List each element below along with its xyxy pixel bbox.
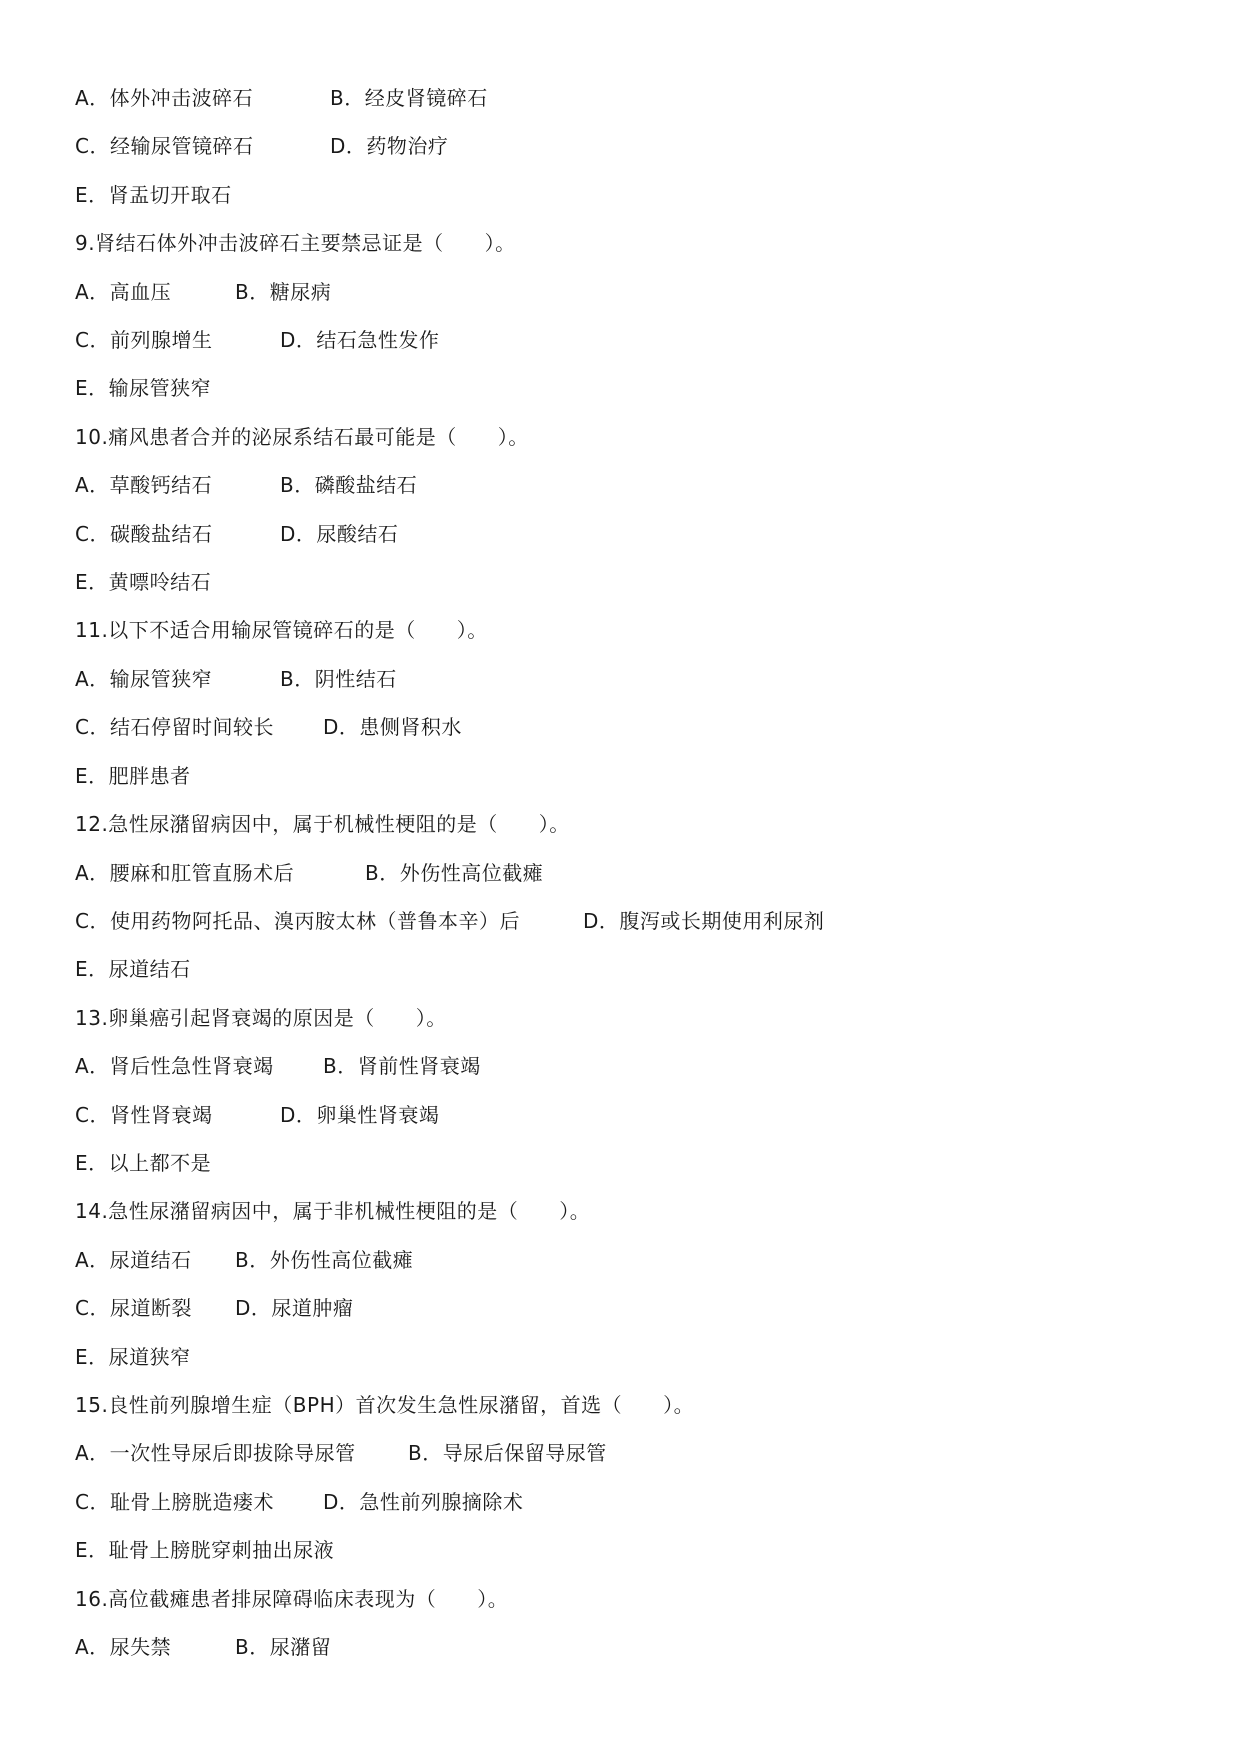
option-a: A．输尿管狭窄 [75,667,213,691]
option-a: A．高血压 [75,280,172,304]
option-a: A．肾后性急性肾衰竭 [75,1054,274,1078]
question-text: 14.急性尿潴留病因中，属于非机械性梗阻的是（ ）。 [75,1199,591,1223]
question-text: 10.痛风患者合并的泌尿系结石最可能是（ ）。 [75,425,529,449]
option-line [75,1487,523,1517]
option-b: B．导尿后保留导尿管 [408,1441,607,1465]
question-10 [75,422,529,452]
option-line [75,325,439,355]
option-d: D．患侧肾积水 [323,715,462,739]
option-line [75,1632,331,1662]
option-line [75,1342,191,1372]
option-line [75,1535,334,1565]
question-text: 13.卵巢癌引起肾衰竭的原因是（ ）。 [75,1006,447,1030]
option-line [75,277,331,307]
question-11 [75,615,488,645]
option-e: E．尿道结石 [75,957,191,981]
option-line [75,1148,211,1178]
option-b: B．阴性结石 [280,667,397,691]
option-a: A．尿失禁 [75,1635,172,1659]
option-line [75,373,211,403]
option-b: B．尿潴留 [235,1635,332,1659]
question-9 [75,228,516,258]
question-text: 9.肾结石体外冲击波碎石主要禁忌证是（ ）。 [75,231,516,255]
option-a: A．一次性导尿后即拔除导尿管 [75,1441,356,1465]
option-b: B．糖尿病 [235,280,332,304]
option-line [75,1245,413,1275]
option-line [75,83,488,113]
option-line [75,567,211,597]
option-e: E．以上都不是 [75,1151,212,1175]
option-e: E．尿道狭窄 [75,1345,191,1369]
question-14 [75,1196,590,1226]
option-line [75,180,232,210]
option-line [75,1100,439,1130]
option-line [75,906,824,936]
option-b: B．肾前性肾衰竭 [323,1054,481,1078]
option-c: C．结石停留时间较长 [75,715,274,739]
option-d: D．药物治疗 [330,134,449,158]
option-line [75,761,191,791]
option-d: D．急性前列腺摘除术 [323,1490,524,1514]
option-a: A．腰麻和肛管直肠术后 [75,861,295,885]
option-a: A．尿道结石 [75,1248,192,1272]
option-line [75,519,398,549]
question-text: 11.以下不适合用输尿管镜碎石的是（ ）。 [75,618,488,642]
option-line [75,1293,353,1323]
option-line [75,664,397,694]
option-c: C．使用药物阿托品、溴丙胺太林（普鲁本辛）后 [75,909,520,933]
option-d: D．尿酸结石 [280,522,399,546]
option-d: D．尿道肿瘤 [235,1296,354,1320]
option-b: B．外伤性高位截瘫 [235,1248,414,1272]
option-line [75,954,191,984]
option-b: B．经皮肾镜碎石 [330,86,488,110]
question-text: 12.急性尿潴留病因中，属于机械性梗阻的是（ ）。 [75,812,570,836]
option-d: D．结石急性发作 [280,328,440,352]
option-e: E．肥胖患者 [75,764,191,788]
question-text: 15.良性前列腺增生症（BPH）首次发生急性尿潴留，首选（ ）。 [75,1393,695,1417]
option-line [75,131,448,161]
option-a: A．草酸钙结石 [75,473,213,497]
option-line [75,1051,481,1081]
option-a: A．体外冲击波碎石 [75,86,254,110]
option-line [75,858,543,888]
option-c: C．耻骨上膀胱造瘘术 [75,1490,274,1514]
question-16 [75,1584,508,1614]
option-c: C．经输尿管镜碎石 [75,134,254,158]
question-12 [75,809,570,839]
option-line [75,470,417,500]
option-e: E．黄嘌呤结石 [75,570,212,594]
option-e: E．肾盂切开取石 [75,183,232,207]
question-15 [75,1390,694,1420]
option-c: C．碳酸盐结石 [75,522,213,546]
option-d: D．腹泻或长期使用利尿剂 [583,909,825,933]
option-e: E．输尿管狭窄 [75,376,212,400]
option-c: C．肾性肾衰竭 [75,1103,213,1127]
option-line [75,1438,607,1468]
option-c: C．前列腺增生 [75,328,213,352]
option-d: D．卵巢性肾衰竭 [280,1103,440,1127]
question-13 [75,1003,447,1033]
option-c: C．尿道断裂 [75,1296,192,1320]
option-line [75,712,462,742]
option-e: E．耻骨上膀胱穿刺抽出尿液 [75,1538,335,1562]
option-b: B．磷酸盐结石 [280,473,418,497]
option-b: B．外伤性高位截瘫 [365,861,544,885]
question-text: 16.高位截瘫患者排尿障碍临床表现为（ ）。 [75,1587,509,1611]
